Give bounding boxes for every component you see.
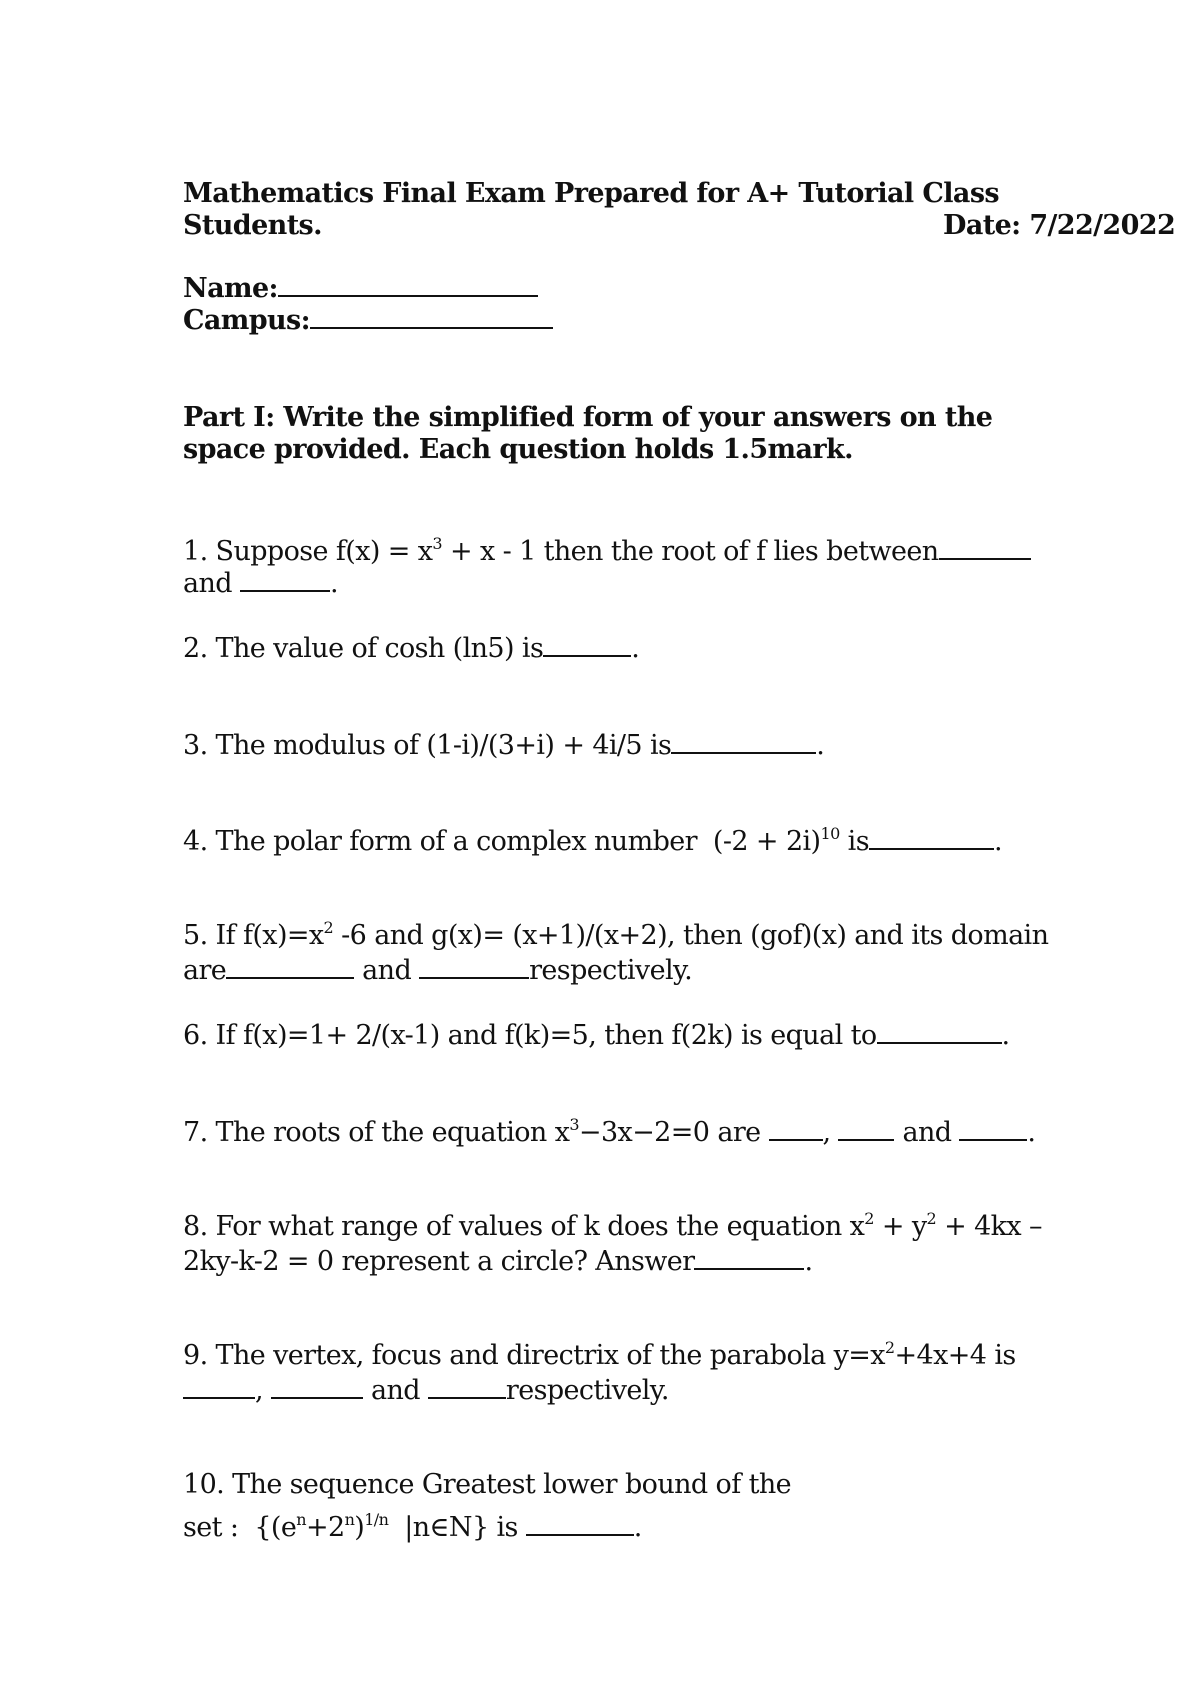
q7-blank-1[interactable]	[769, 1114, 823, 1141]
q10-exponent-1-over-n: 1/n	[364, 1510, 389, 1529]
q2-blank[interactable]	[543, 630, 631, 657]
question-3: 3. The modulus of (1-i)/(3+i) + 4i/5 is .	[183, 727, 824, 762]
q1-blank-1[interactable]	[939, 533, 1031, 560]
question-8-line2: 2ky-k-2 = 0 represent a circle? Answer .	[183, 1243, 812, 1278]
exam-title-line2	[183, 210, 1176, 242]
q9-blank-1[interactable]	[183, 1372, 255, 1399]
question-2: 2. The value of cosh (ln5) is .	[183, 630, 639, 665]
question-5-line2: are and respectively.	[183, 952, 692, 987]
name-blank[interactable]	[278, 270, 538, 297]
question-10-line2: set : {$(e^n+2^n)^{1/n}$ |n∈N} is .	[183, 1510, 642, 1543]
q5-exponent: 2	[323, 918, 334, 937]
question-9-line1: 9. The vertex, focus and directrix of the parabola $y=x^2+4x+4$ is	[183, 1338, 1016, 1371]
q9-blank-3[interactable]	[428, 1372, 506, 1399]
question-10-line1: 10. The sequence Greatest lower bound of the	[183, 1469, 792, 1500]
part1-instructions-line1: Part I: Write the simplified form of your answers on the	[183, 402, 993, 433]
q10-exponent-n-1: n	[296, 1510, 306, 1529]
name-label: Name:	[183, 273, 278, 304]
name-field	[183, 270, 538, 305]
q4-exponent: 10	[820, 824, 840, 843]
q4-blank[interactable]	[869, 823, 994, 850]
question-7: 7. The roots of the equation $x^3-3x-2=0$ are , and .	[183, 1115, 1036, 1148]
q10-exponent-n-2: n	[344, 1510, 355, 1529]
q8-exponent-1: 2	[864, 1209, 874, 1228]
q5-blank-2[interactable]	[419, 952, 529, 979]
q3-blank[interactable]	[671, 727, 816, 754]
exam-title-students: Students.	[183, 210, 322, 241]
q1-exponent: 3	[432, 534, 442, 553]
question-8-line1: 8. For what range of values of k does the equation $x^2 + y^2 + 4kx$ –	[183, 1209, 1042, 1242]
question-6: 6. If f(x)=1+ 2/(x-1) and f(k)=5, then f(2k) is equal to .	[183, 1017, 1010, 1052]
q8-blank[interactable]	[694, 1243, 804, 1270]
q9-blank-2[interactable]	[271, 1372, 363, 1399]
exam-date: Date: 7/22/2022	[943, 210, 1176, 241]
q6-blank[interactable]	[877, 1017, 1002, 1044]
q7-blank-2[interactable]	[838, 1114, 894, 1141]
part1-instructions-line2: space provided. Each question holds 1.5mark.	[183, 434, 853, 465]
exam-title-line1: Mathematics Final Exam Prepared for A+ Tutorial Class	[183, 178, 1000, 209]
q8-exponent-2: 2	[926, 1209, 937, 1228]
q10-blank[interactable]	[526, 1509, 634, 1536]
q9-exponent: 2	[884, 1338, 895, 1357]
question-4: 4. The polar form of a complex number $(-2 + 2i)^{10}$ is .	[183, 824, 1002, 857]
question-1-line2: and .	[183, 565, 338, 600]
question-1-line1: 1. Suppose $f(x) = x^3 + x - 1$ then the root of f lies between	[183, 533, 1031, 568]
q7-blank-3[interactable]	[959, 1114, 1027, 1141]
question-5-line1: 5. If $f(x)=x^2$ -6 and g(x)= (x+1)/(x+2), then (gof)(x) and its domain	[183, 918, 1049, 951]
question-9-line2: , and respectively.	[183, 1372, 669, 1407]
campus-label: Campus:	[183, 305, 311, 336]
campus-field	[183, 302, 553, 337]
q1-blank-2[interactable]	[240, 565, 330, 592]
campus-blank[interactable]	[310, 302, 553, 329]
q7-exponent: 3	[569, 1115, 579, 1134]
q5-blank-1[interactable]	[226, 952, 354, 979]
